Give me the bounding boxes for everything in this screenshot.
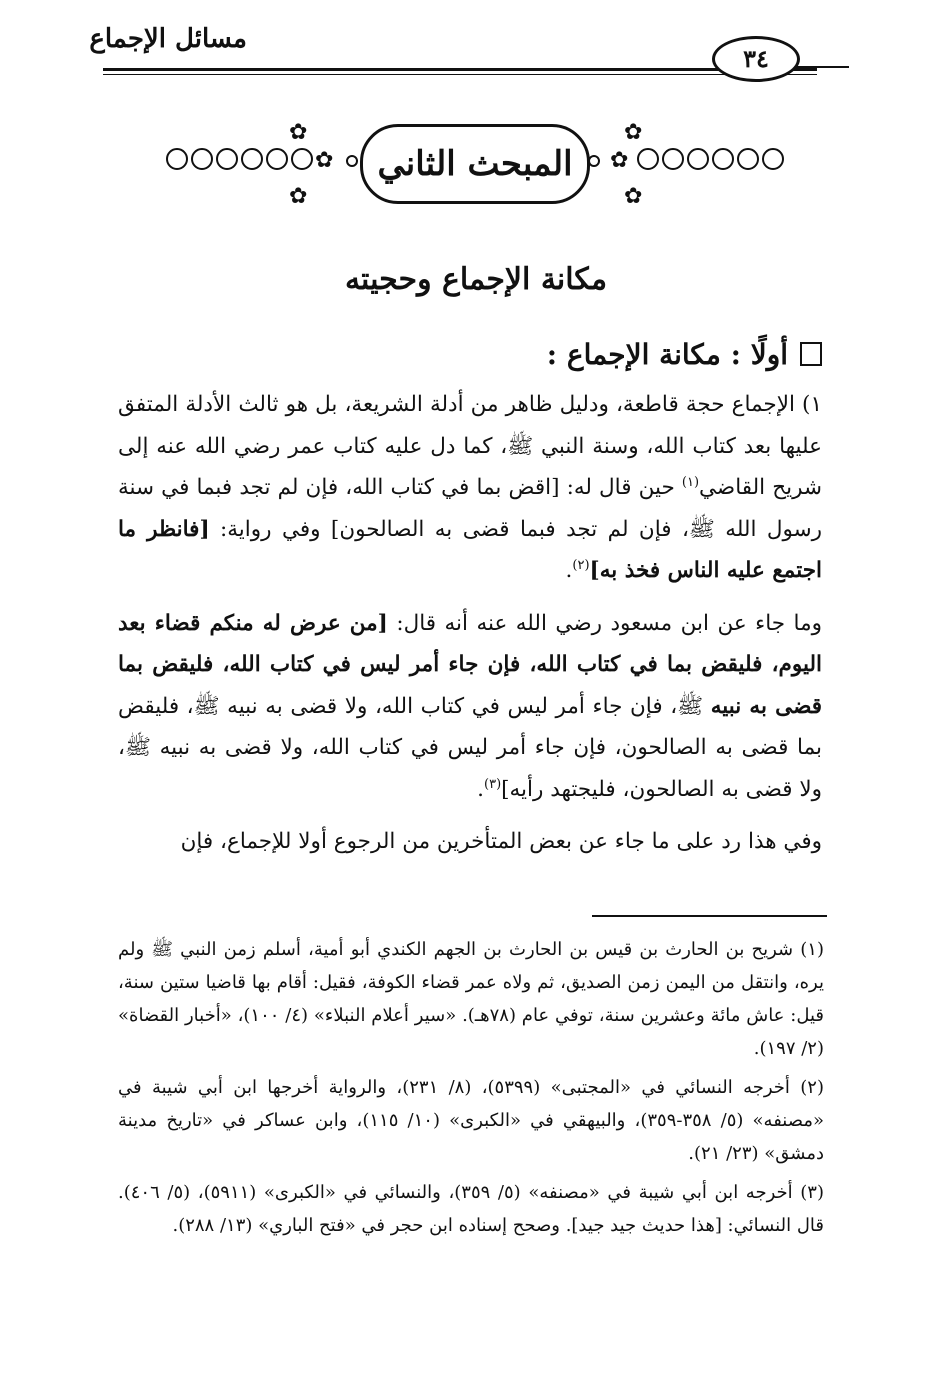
ornament-circle (687, 148, 709, 170)
flower-ornament-icon: ✿ (315, 148, 334, 173)
subheading (547, 338, 822, 371)
ornament-circle (662, 148, 684, 170)
footnote-1: (١) شريح بن الحارث بن قيس بن الحارث بن الجهم الكندي أبو أمية، أسلم زمن النبي ﷺ ولم يره، وانتقل من اليمن زمن الصديق، ثم ولاه عمر قضاء الكوفة، فقيل: أقام بها قاضيا ستين سنة، قيل: عاش مائة وعشرين سنة، توفي عام (٧٨هـ). «سير أعلام النبلاء» (٤/ ١٠٠)، «أخبار القضاة» (٢/ ١٩٧). (118, 939, 824, 1059)
running-title: مسائل الإجماع (89, 24, 247, 54)
ornament-circles-right (637, 148, 784, 170)
ornament-circle (266, 148, 288, 170)
paragraph-text: ١) الإجماع حجة قاطعة، ودليل ظاهر من أدلة الشريعة، بل هو ثالث الأدلة المتفق عليها بعد كتاب الله، وسنة النبي ﷺ، كما دل عليه كتاب عمر رضي الله عنه إلى شريح القاضي (118, 392, 822, 500)
document-icon (800, 342, 822, 366)
flower-ornament-icon: ✿ (289, 120, 308, 145)
header-rule-thin (103, 74, 817, 75)
footnote-ref: (٢) (572, 557, 590, 573)
footnote-ref: (١) (681, 474, 700, 490)
ornament-circle (191, 148, 213, 170)
footnote-3: (٣) أخرجه ابن أبي شيبة في «مصنفه» (٥/ ٣٥٩)، والنسائي في «الكبرى» (٥٩١١)، (٥/ ٤٠٦). قال النسائي: [هذا حديث جيد جيد]. وصحح إسناده ابن حجر في «فتح الباري» (١٣/ ٢٨٨). (118, 1182, 824, 1236)
flower-ornament-icon: ✿ (610, 148, 629, 173)
flower-ornament-icon: ✿ (624, 184, 643, 209)
section-title: مكانة الإجماع وحجيته (344, 262, 608, 297)
ornament-circle (241, 148, 263, 170)
ornament-circle (712, 148, 734, 170)
flower-ornament-icon: ✿ (624, 120, 643, 145)
ornament-circle (216, 148, 238, 170)
paragraph-text: وما جاء عن ابن مسعود رضي الله عنه أنه قال: (387, 610, 823, 636)
ornament-circle (291, 148, 313, 170)
paragraph-2 (118, 603, 822, 811)
body-text (118, 384, 822, 874)
ornament-circle (637, 148, 659, 170)
paragraph-text: حين قال له: [اقض بما في كتاب الله، فإن لم تجد فبما في سنة رسول الله ﷺ، فإن لم تجد فبما قضى به الصالحون] وفي رواية: (118, 475, 822, 542)
ornament-circles-left (166, 148, 313, 170)
ornament-circle (166, 148, 188, 170)
ornament-circle (762, 148, 784, 170)
bold-quote: [من عرض له منكم قضاء بعد اليوم، فليقض بما في كتاب الله، فإن جاء أمر ليس في كتاب الله، فليقض بما قضى به نبيه (118, 610, 823, 719)
ornament-circle (737, 148, 759, 170)
paragraph-text: . (477, 776, 484, 802)
chapter-title: المبحث الثاني (360, 124, 590, 204)
page-number: ٣٤ (712, 36, 800, 82)
footnote-2: (٢) أخرجه النسائي في «المجتبى» (٥٣٩٩)، (٨/ ٢٣١)، والرواية أخرجها ابن أبي شيبة في «مصنفه» (٥/ ٣٥٨-٣٥٩)، والبيهقي في «الكبرى» (١٠/ ١١٥)، وابن عساكر في «تاريخ مدينة دمشق» (٢٣/ ٢١). (118, 1077, 825, 1164)
footnote-ref: (٣) (484, 776, 502, 792)
paragraph-1 (118, 384, 822, 592)
ornament-small-circle (346, 155, 358, 167)
paragraph-3: وفي هذا رد على ما جاء عن بعض المتأخرين من الرجوع أولا للإجماع، فإن (180, 829, 822, 854)
paragraph-text: . (565, 558, 573, 583)
paragraph-text: ﷺ، فإن جاء أمر ليس في كتاب الله، ولا قضى به نبيه ﷺ، فليقض بما قضى به الصالحون، فإن جاء أمر ليس في كتاب الله، ولا قضى به نبيه ﷺ، ولا قضى به الصالحون، فليجتهد رأيه] (118, 693, 822, 802)
footnote-separator (592, 915, 827, 917)
flower-ornament-icon: ✿ (289, 184, 308, 209)
footnotes (118, 933, 824, 1248)
bold-quote: [فانظر ما اجتمع عليه الناس فخذ به] (118, 516, 822, 583)
subheading-text: أولًا : مكانة الإجماع : (546, 338, 788, 371)
header-rule-thick (103, 68, 817, 71)
ornament-small-circle (588, 155, 600, 167)
